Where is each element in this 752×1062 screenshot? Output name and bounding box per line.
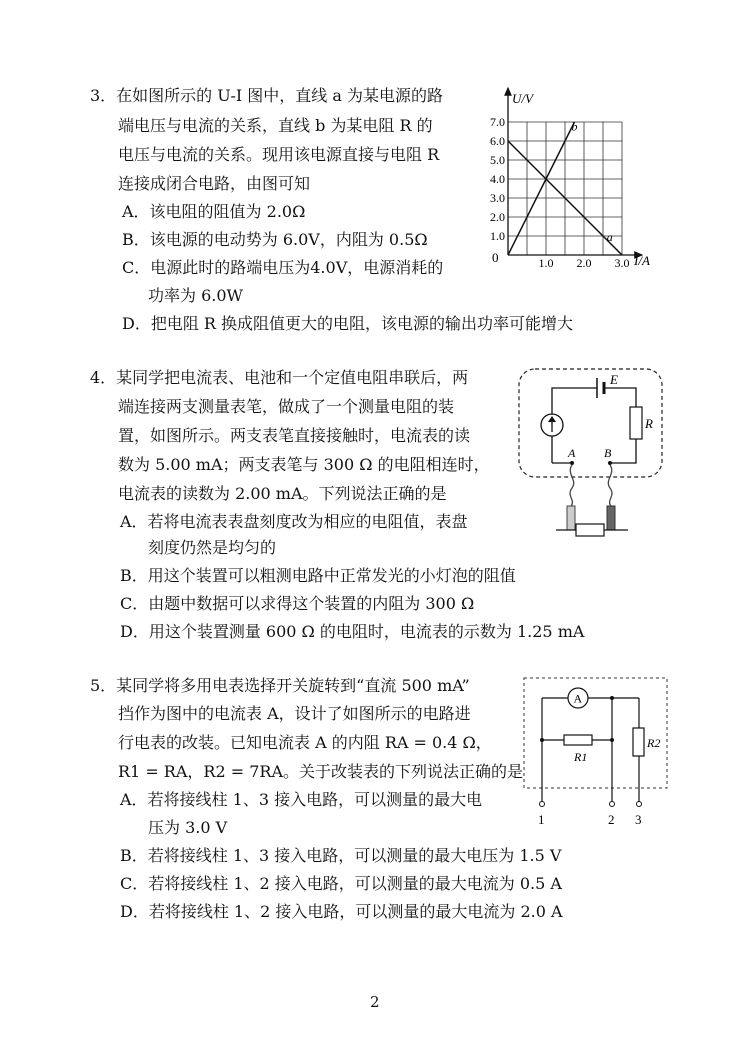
q3-option-c: C．电源此时的路端电压为4.0V，电源消耗的 (122, 258, 444, 277)
r2-label: R2 (647, 736, 661, 750)
page-number: 2 (370, 993, 380, 1011)
q3-option-d: D．把电阻 R 换成阻值更大的电阻，该电源的输出功率可能增大 (122, 314, 574, 333)
y-axis-label: U/V (512, 91, 533, 106)
origin-label: 0 (492, 250, 499, 265)
y-tick-label: 7.0 (490, 115, 505, 129)
terminal-1-label: 1 (538, 812, 545, 827)
terminal-3-label: 3 (635, 812, 642, 827)
q4-option-a: A．若将电流表表盘刻度改为相应的电阻值，表盘 (120, 512, 468, 531)
x-tick-label: 1.0 (538, 256, 554, 270)
q4-option-b: B．用这个装置可以粗测电路中正常发光的小灯泡的阻值 (120, 566, 516, 585)
q5-stem-line-3: 行电表的改装。已知电流表 A 的内阻 RA = 0.4 Ω， (118, 733, 492, 752)
q4-stem-line-5: 电流表的读数为 2.00 mA。下列说法正确的是 (118, 484, 447, 503)
q4-option-d: D．用这个装置测量 600 Ω 的电阻时，电流表的示数为 1.25 mA (120, 622, 585, 641)
resistor-R2 (633, 728, 644, 756)
q5-option-b: B．若将接线柱 1、3 接入电路，可以测量的最大电压为 1.5 V (120, 846, 562, 865)
lead-a (570, 465, 574, 506)
resistor-R (630, 407, 642, 439)
q5-option-c: C．若将接线柱 1、2 接入电路，可以测量的最大电流为 0.5 A (120, 874, 562, 893)
probe-a-icon (567, 506, 575, 530)
q3-option-b: B．该电源的电动势为 6.0V，内阻为 0.5Ω (122, 230, 428, 249)
q5-option-d: D．若将接线柱 1、2 接入电路，可以测量的最大电流为 2.0 A (120, 902, 563, 921)
y-tick-label: 2.0 (490, 210, 505, 224)
q4-stem-line-3: 置，如图所示。两支表笔直接接触时，电流表的读 (118, 426, 471, 445)
terminal-2-label: 2 (608, 812, 615, 827)
lead-b (608, 465, 612, 506)
q3-option-a: A．该电阻的阻值为 2.0Ω (122, 202, 306, 221)
resistor-label-R: R (645, 416, 653, 431)
q5-stem-line-2: 挡作为图中的电流表 A，设计了如图所示的电路进 (118, 704, 471, 723)
q4-option-a-cont: 刻度仍然是均匀的 (148, 538, 277, 557)
q3-stem-line-2: 端电压与电流的关系，直线 b 为某电阻 R 的 (118, 116, 433, 135)
probe-label-A: A (568, 446, 576, 460)
ohmmeter-circuit (516, 366, 666, 546)
probe-b-icon (607, 506, 615, 530)
ammeter-label: A (573, 691, 583, 706)
series-line-b (508, 119, 578, 255)
terminal-1-icon (540, 802, 545, 807)
series-label-b: b (571, 119, 578, 134)
r1-label: R1 (574, 750, 588, 764)
x-tick-label: 3.0 (614, 256, 630, 270)
device-outline (524, 678, 667, 788)
q3-stem-line-1: 3．在如图所示的 U-I 图中，直线 a 为某电源的路 (90, 86, 443, 105)
q4-stem-line-2: 端连接两支测量表笔，做成了一个测量电阻的装 (118, 397, 455, 416)
q3-option-c-cont: 功率为 6.0W (148, 286, 243, 305)
meter-conversion-circuit (522, 676, 670, 828)
q4-stem-line-4: 数为 5.00 mA；两支表笔与 300 Ω 的电阻相连时， (118, 455, 490, 474)
x-axis-label: I/A (634, 253, 650, 268)
terminal-3-icon (637, 802, 642, 807)
y-tick-label: 5.0 (490, 153, 505, 167)
q5-option-a: A．若将接线柱 1、3 接入电路，可以测量的最大电 (120, 790, 483, 809)
q5-option-a-cont: 压为 3.0 V (148, 818, 228, 837)
x-tick-label: 2.0 (576, 256, 592, 270)
y-tick-label: 6.0 (490, 134, 505, 148)
q4-option-c: C．由题中数据可以求得这个装置的内阻为 300 Ω (120, 594, 475, 613)
q3-stem-line-3: 电压与电流的关系。现用该电源直接与电阻 R (118, 145, 440, 164)
y-tick-label: 3.0 (490, 191, 505, 205)
q4-stem-line-1: 4．某同学把电流表、电池和一个定值电阻串联后，两 (90, 368, 469, 387)
q5-stem-line-4: R1 = RA，R2 = 7RA。关于改装表的下列说法正确的是 (118, 762, 523, 781)
terminal-2-icon (610, 802, 615, 807)
q5-stem-line-1: 5．某同学将多用电表选择开关旋转到“直流 500 mA” (90, 676, 470, 695)
battery-label-E: E (610, 372, 618, 387)
ui-graph (476, 84, 666, 276)
resistor-R1 (564, 735, 592, 745)
q3-stem-line-4: 连接成闭合电路，由图可知 (118, 174, 311, 193)
probe-label-B: B (604, 446, 612, 460)
y-tick-label: 4.0 (490, 172, 505, 186)
series-label-a: a (606, 229, 613, 244)
y-tick-label: 1.0 (490, 229, 505, 243)
test-resistor (576, 524, 604, 536)
